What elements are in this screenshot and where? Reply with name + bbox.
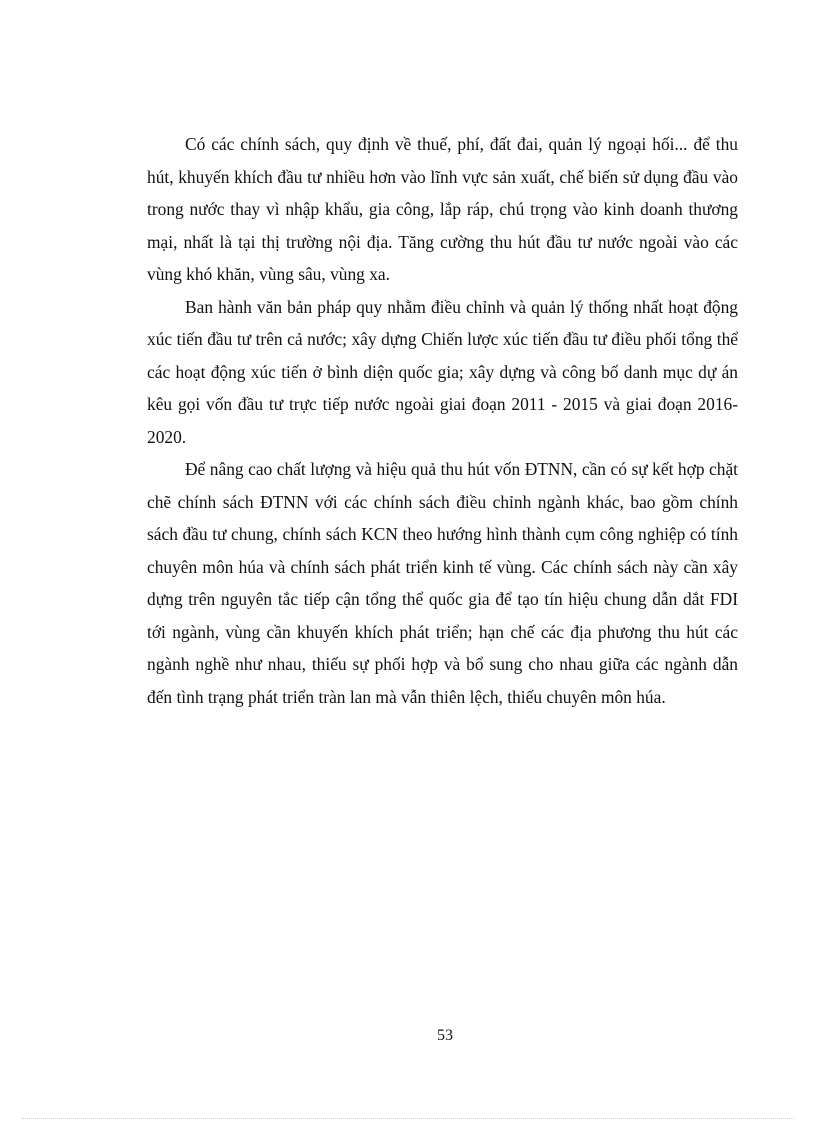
paragraph-policies: Có các chính sách, quy định về thuế, phí, đất đai, quản lý ngoại hối... để thu hút, khuyến khích đầu tư nhiều hơn vào lĩnh vực sản xuất, chế biến sử dụng đầu vào trong nước thay vì nhập khẩu, gia công, lắp ráp, chú trọng vào kinh doanh thương mại, nhất là tại thị trường nội địa. Tăng cường thu hút đầu tư nước ngoài vào các vùng khó khăn, vùng sâu, vùng xa.	[147, 134, 738, 284]
page-bottom-divider	[22, 1118, 794, 1119]
document-body	[147, 128, 738, 713]
paragraph-investment-promotion: Ban hành văn bản pháp quy nhằm điều chỉnh và quản lý thống nhất hoạt động xúc tiến đầu tư trên cả nước; xây dựng Chiến lược xúc tiến đầu tư điều phối tổng thể các hoạt động xúc tiến ở bình diện quốc gia; xây dựng và công bố danh mục dự án kêu gọi vốn đầu tư trực tiếp nước ngoài giai đoạn 2011 - 2015 và giai đoạn 2016-2020.	[147, 296, 738, 447]
paragraph-fdi-quality: Để nâng cao chất lượng và hiệu quả thu hút vốn ĐTNN, cần có sự kết hợp chặt chẽ chính sách ĐTNN với các chính sách điều chỉnh ngành khác, bao gồm chính sách đầu tư chung, chính sách KCN theo hướng hình thành cụm công nghiệp có tính chuyên môn húa và chính sách phát triển kinh tế vùng. Các chính sách này cần xây dựng trên nguyên tắc tiếp cận tổng thể quốc gia để tạo tín hiệu chung dẫn dắt FDI tới ngành, vùng cần khuyến khích phát triển; hạn chế các địa phương thu hút các ngành nghề như nhau, thiếu sự phối hợp và bổ sung cho nhau giữa các ngành dẫn đến tình trạng phát triển tràn lan mà vẫn thiên lệch, thiếu chuyên môn húa.	[147, 459, 738, 707]
page-number: 53	[437, 1027, 453, 1044]
